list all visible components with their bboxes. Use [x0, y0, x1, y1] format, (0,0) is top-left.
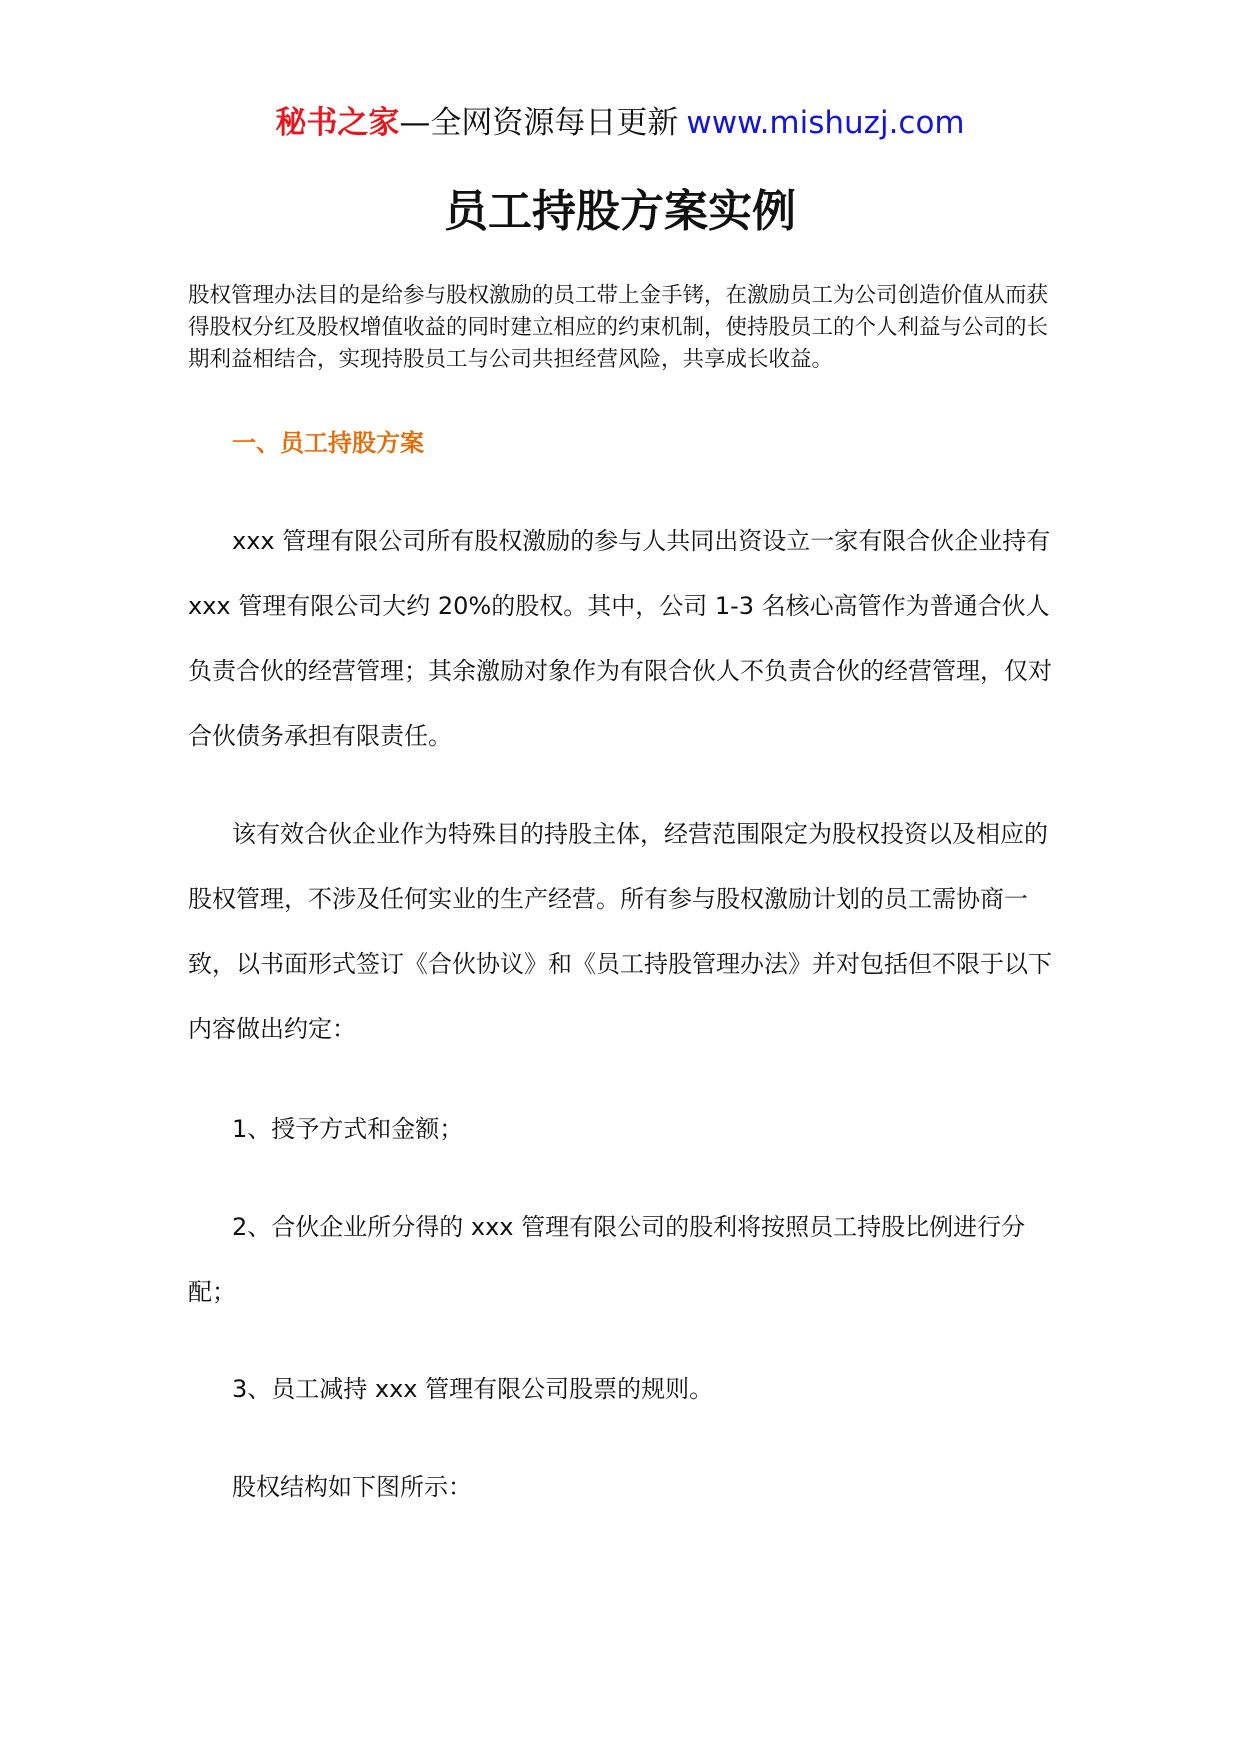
- list-item-2: 2、合伙企业所分得的 xxx 管理有限公司的股利将按照员工持股比例进行分配；: [188, 1213, 1026, 1306]
- document-title: 员工持股方案实例: [444, 186, 796, 237]
- list-item-1: 1、授予方式和金额；: [232, 1115, 464, 1143]
- header-slogan: —全网资源每日更新: [399, 105, 679, 141]
- brand-name: 秘书之家: [275, 105, 400, 141]
- list-item-3: 3、员工减持 xxx 管理有限公司股票的规则。: [232, 1375, 714, 1403]
- figure-intro: 股权结构如下图所示：: [232, 1473, 472, 1501]
- site-header: [0, 100, 1240, 146]
- site-url-link[interactable]: www.mishuzj.com: [686, 105, 965, 141]
- intro-paragraph: 股权管理办法目的是给参与股权激励的员工带上金手铐，在激励员工为公司创造价值从而获得股权分红及股权增值收益的同时建立相应的约束机制，使持股员工的个人利益与公司的长期利益相结合，实现持股员工与公司共担经营风险，共享成长收益。: [188, 283, 1049, 372]
- section-heading-1: 一、员工持股方案: [232, 429, 424, 457]
- body-paragraph-2: 该有效合伙企业作为特殊目的持股主体，经营范围限定为股权投资以及相应的股权管理，不涉及任何实业的生产经营。所有参与股权激励计划的员工需协商一致，以书面形式签订《合伙协议》和《员工持股管理办法》并对包括但不限于以下内容做出约定：: [188, 820, 1052, 1043]
- body-paragraph-1: xxx 管理有限公司所有股权激励的参与人共同出资设立一家有限合伙企业持有 xxx 管理有限公司大约 20%的股权。其中，公司 1-3 名核心高管作为普通合伙人负责合伙的经营管理；其余激励对象作为有限合伙人不负责合伙的经营管理，仅对合伙债务承担有限责任。: [188, 527, 1052, 750]
